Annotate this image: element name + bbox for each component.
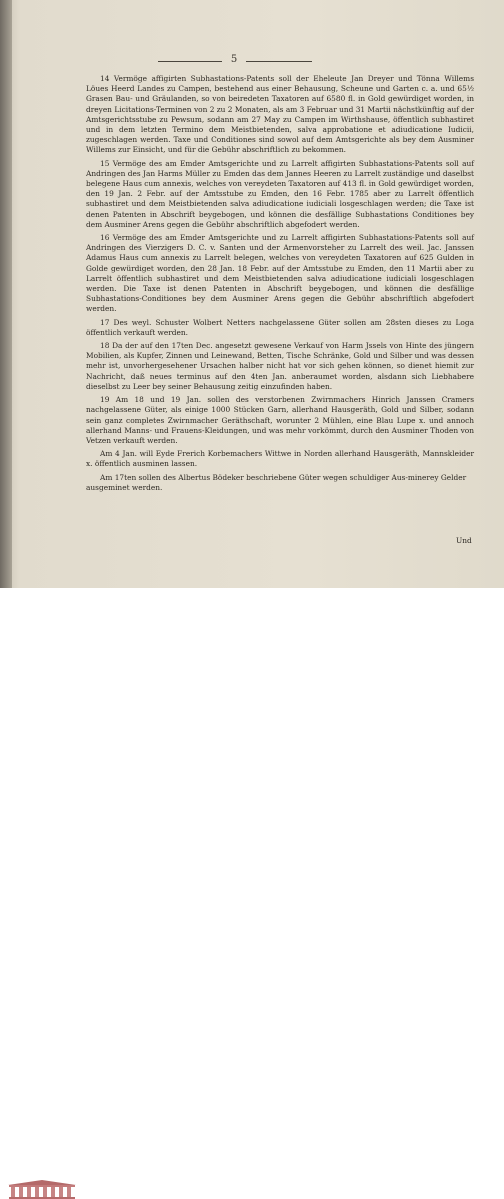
page-number: 5: [230, 54, 238, 65]
page-text: [86, 74, 474, 496]
paragraph-17: 17 Des weyl. Schuster Wolbert Netters nachgelassene Güter sollen am 28sten dieses zu Loga öffentlich verkauft werden.: [86, 317, 474, 337]
paragraph-14: 14 Vermöge affigirten Subhastations-Patents soll der Eheleute Jan Dreyer und Tönna Willems Löues Heerd Landes zu Campen, bestehend aus einer Behausung, Scheune und Garten c. a. und 65½ Grasen Bau- und Gräulanden, so von beiredeten Taxatoren auf 6580 fl. in Gold gewürdiget worden, in dreyen Licitations-Terminen von 2 zu 2 Monaten, als am 3 Februar und 31 Martii nächstkünftig auf der Amtsgerichtsstube zu Pewsum, sodann am 27 May zu Campen im Wirthshause, öffentlich subhastiret und in dem letzten Termino dem Meistbietenden, salva approbatione et adiudicatione Iudicii, zugeschlagen werden. Taxe und Conditiones sind sowol auf dem Amtsgerichte als bey dem Ausminer Willems zur Einsicht, und für die Gebühr abschriftlich zu bekommen.: [86, 74, 474, 155]
header-rule-right: [246, 61, 312, 62]
library-building-logo: [6, 1179, 78, 1199]
paragraph-19: 19 Am 18 und 19 Jan. sollen des verstorbenen Zwirnmachers Hinrich Janssen Cramers nachgelassene Güter, als einige 1000 Stücken Garn, allerhand Hausgeräth, Gold und Silber, sodann sein ganz completes Zwirnmacher Geräthschaft, worunter 2 Mühlen, eine Blau Lupe x. und annoch allerhand Manns- und Frauens-Kleidungen, und was mehr vorkömmt, durch den Ausminer Thoden von Vetzen verkauft werden.: [86, 395, 474, 445]
header-rule-left: [158, 61, 222, 62]
paragraph-18: 18 Da der auf den 17ten Dec. angesetzt gewesene Verkauf von Harm Jssels von Hinte des jüngern Mobilien, als Kupfer, Zinnen und Leinewand, Betten, Tische Schränke, Gold und Silber und was dessen mehr ist, unvorhergesehener Ursachen halber nicht hat vor sich gehen können, so dienet hiemit zur Nachricht, daß neues terminus auf den 4ten Jan. anberaumet worden, alsdann sich Liebhabere dieselbst zu Leer bey seiner Behausung zeitig einzufinden haben.: [86, 341, 474, 391]
paragraph-15: 15 Vermöge des am Emder Amtsgerichte und zu Larrelt affigirten Subhastations-Patents soll auf Andringen des Jan Harms Müller zu Emden das dem Jannes Heeren zu Larrelt zuständige und daselbst belegene Haus cum annexis, welches von vereydeten Taxatoren auf 413 fl. in Gold gewürdiget worden, den 19 Jan. 2 Febr. auf der Amtsstube zu Emden, den 16 Febr. 1785 aber zu Larrelt öffentlich subhastiret und dem Meistbietenden salva adiudicatione iudiciali losgeschlagen werden; die Taxe ist denen Patenten in Abschrift beygebogen, und können die desfällige Subhastations Conditiones bey dem Ausminer Arens gegen die Gebühr abschriftlich abgefodert werden.: [86, 158, 474, 229]
paragraph-notice-boedeker: Am 17ten sollen des Albertus Bödeker beschriebene Güter wegen schuldiger Aus-minerey Gelder ausgeminet werden.: [86, 472, 467, 492]
book-gutter-shadow: [0, 0, 12, 588]
viewer-footer-bar: [0, 588, 504, 615]
paragraph-16: 16 Vermöge des am Emder Amtsgerichte und zu Larrelt affigirten Subhastations-Patents soll auf Andringen des Vierzigers D. C. v. Santen und der Armenvorsteher zu Larrelt des weil. Jac. Janssen Adamus Haus cum annexis zu Larrelt belegen, welches von vereydeten Taxatoren auf 625 Gulden in Golde gewürdiget worden, den 28 Jan. 18 Febr. auf der Amtsstube zu Emden, den 11 Martii aber zu Larrelt öffentlich subhastiret und dem Meistbietenden salva adiudicatione iudiciali losgeschlagen werden. Die Taxe ist denen Patenten in Abschrift beygebogen, und können die desfällige Subhastations-Conditiones bey dem Ausminer Arens gegen die Gebühr abschriftlich abgefodert werden.: [86, 233, 474, 314]
paragraph-notice-norden: Am 4 Jan. will Eyde Frerich Korbemachers Wittwe in Norden allerhand Hausgeräth, Mannskleider x. öffentlich ausminen lassen.: [86, 449, 474, 469]
catchword: Und: [456, 536, 472, 545]
scanned-page: [0, 0, 504, 588]
